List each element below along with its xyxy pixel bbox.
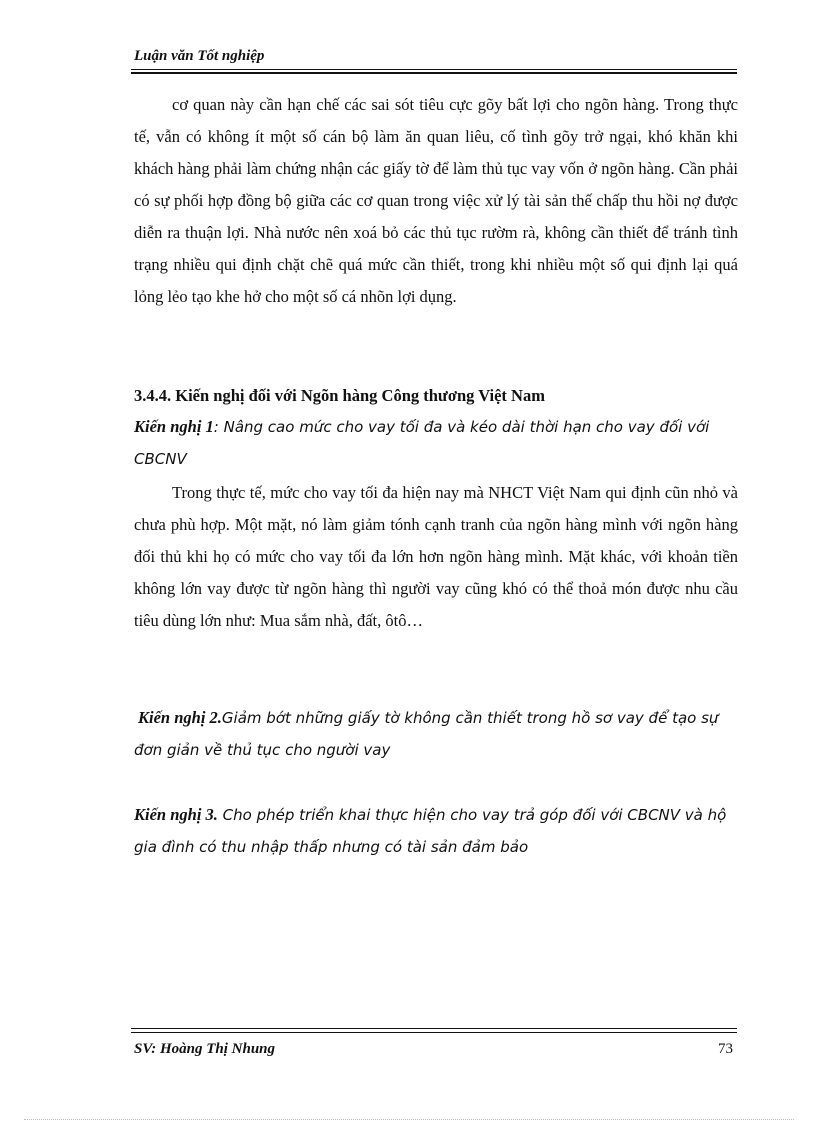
page-number: 73 <box>718 1041 733 1057</box>
footer-author: SV: Hoàng Thị Nhung <box>134 1041 276 1057</box>
recommendation-3-text: Cho phép triển khai thực hiện cho vay trả góp đối với CBCNV và hộ gia đình có thu nhập thấp nhưng có tài sản đảm bảo <box>134 806 727 856</box>
recommendation-3 <box>134 799 740 863</box>
header-title: Luận văn Tốt nghiệp <box>134 48 265 64</box>
header-rule-bottom <box>131 72 737 74</box>
header-rule-top <box>131 69 737 70</box>
paragraph-2-text: Trong thực tế, mức cho vay tối đa hiện nay mà NHCT Việt Nam qui định cũn nhỏ và chưa phù hợp. Một mặt, nó làm giảm tónh cạnh tranh của ngõn hàng mình với ngõn hàng đối thủ khi họ có mức cho vay tối đa lớn hơn ngõn hàng mình. Mặt khác, với khoản tiền không lớn vay được từ ngõn hàng thì người vay cũng khó có thể thoả món được nhu cầu tiêu dùng lớn như: Mua sắm nhà, đất, ôtô… <box>134 483 738 630</box>
recommendation-1-text: : Nâng cao mức cho vay tối đa và kéo dài thời hạn cho vay đối với CBCNV <box>134 418 710 468</box>
recommendation-2-text: Giảm bớt những giấy tờ không cần thiết trong hồ sơ vay để tạo sự đơn giản về thủ tục cho người vay <box>134 709 719 759</box>
footer-rule-bottom <box>131 1032 737 1033</box>
recommendation-2 <box>134 702 740 766</box>
recommendation-1 <box>134 411 740 475</box>
page-edge-divider <box>24 1119 794 1120</box>
recommendation-3-label: Kiến nghị 3. <box>134 805 218 824</box>
recommendation-1-label: Kiến nghị 1 <box>134 417 214 436</box>
section-heading: 3.4.4. Kiến nghị đối với Ngõn hàng Công thương Việt Nam <box>134 386 545 405</box>
footer-rule-top <box>131 1028 737 1029</box>
paragraph-1 <box>134 89 738 313</box>
paragraph-2 <box>134 477 738 637</box>
paragraph-1-text: cơ quan này cần hạn chế các sai sót tiêu cực gõy bất lợi cho ngõn hàng. Trong thực tế, vẫn có không ít một số cán bộ làm ăn quan liêu, cố tình gõy trở ngại, khó khăn khi khách hàng phải làm chứng nhận các giấy tờ để làm thủ tục vay vốn ở ngõn hàng. Cần phải có sự phối hợp đồng bộ giữa các cơ quan trong việc xử lý tài sản thế chấp thu hồi nợ được diễn ra thuận lợi. Nhà nước nên xoá bỏ các thủ tục rườm rà, không cần thiết để tránh tình trạng nhiều qui định chặt chẽ quá mức cần thiết, trong khi nhiều một số qui định lại quá lỏng lẻo tạo khe hở cho một số cá nhõn lợi dụng. <box>134 95 738 306</box>
recommendation-2-label: Kiến nghị 2. <box>138 708 222 727</box>
